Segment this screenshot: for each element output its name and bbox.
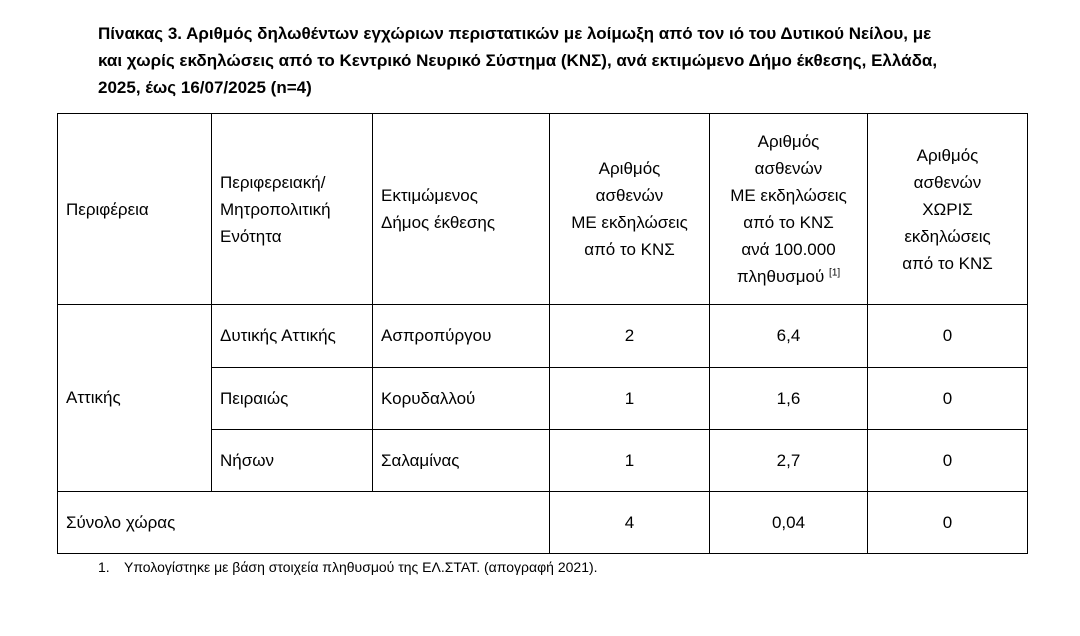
table-row xyxy=(58,305,1028,368)
header-municipality: Εκτιμώμενος Δήμος έκθεσης xyxy=(373,114,550,305)
total-label: Σύνολο χώρας xyxy=(58,492,550,554)
footnote-number: 1. xyxy=(98,559,110,575)
cases-table xyxy=(57,113,1028,554)
rate-cell: 6,4 xyxy=(710,305,868,368)
total-row xyxy=(58,492,1028,554)
unit-cell: Νήσων xyxy=(212,430,373,492)
footnote-text: Υπολογίστηκε με βάση στοιχεία πληθυσμού της ΕΛ.ΣΤΑΤ. (απογραφή 2021). xyxy=(124,559,598,575)
header-row xyxy=(58,114,1028,305)
with-cns-cell: 2 xyxy=(550,305,710,368)
total-with-cns: 4 xyxy=(550,492,710,554)
with-cns-cell: 1 xyxy=(550,430,710,492)
with-cns-cell: 1 xyxy=(550,368,710,430)
municipality-cell: Σαλαμίνας xyxy=(373,430,550,492)
header-region: Περιφέρεια xyxy=(58,114,212,305)
header-unit: Περιφερειακή/ Μητροπολιτική Ενότητα xyxy=(212,114,373,305)
footnote xyxy=(98,558,598,576)
total-rate: 0,04 xyxy=(710,492,868,554)
without-cns-cell: 0 xyxy=(868,305,1028,368)
footnote-reference: [1] xyxy=(829,267,841,279)
without-cns-cell: 0 xyxy=(868,430,1028,492)
table-caption: Πίνακας 3. Αριθμός δηλωθέντων εγχώριων περιστατικών με λοίμωξη από τον ιό του Δυτικού Νείλου, με και χωρίς εκδηλώσεις από το Κεντρικό Νευρικό Σύστημα (ΚΝΣ), ανά εκτιμώμενο Δήμο έκθεσης, Ελλάδα, 2025, έως 16/07/2025 (n=4) xyxy=(98,24,938,97)
header-with-cns: Αριθμός ασθενών ΜΕ εκδηλώσεις από το ΚΝΣ xyxy=(550,114,710,305)
rate-cell: 2,7 xyxy=(710,430,868,492)
region-cell: Αττικής xyxy=(58,305,212,492)
municipality-cell: Ασπροπύργου xyxy=(373,305,550,368)
municipality-cell: Κορυδαλλού xyxy=(373,368,550,430)
header-without-cns: Αριθμός ασθενών ΧΩΡΙΣ εκδηλώσεις από το ΚΝΣ xyxy=(868,114,1028,305)
unit-cell: Δυτικής Αττικής xyxy=(212,305,373,368)
rate-cell: 1,6 xyxy=(710,368,868,430)
total-without-cns: 0 xyxy=(868,492,1028,554)
unit-cell: Πειραιώς xyxy=(212,368,373,430)
header-rate: Αριθμός ασθενών ΜΕ εκδηλώσεις από το ΚΝΣ ανά 100.000 πληθυσμού [1] xyxy=(710,114,868,305)
without-cns-cell: 0 xyxy=(868,368,1028,430)
